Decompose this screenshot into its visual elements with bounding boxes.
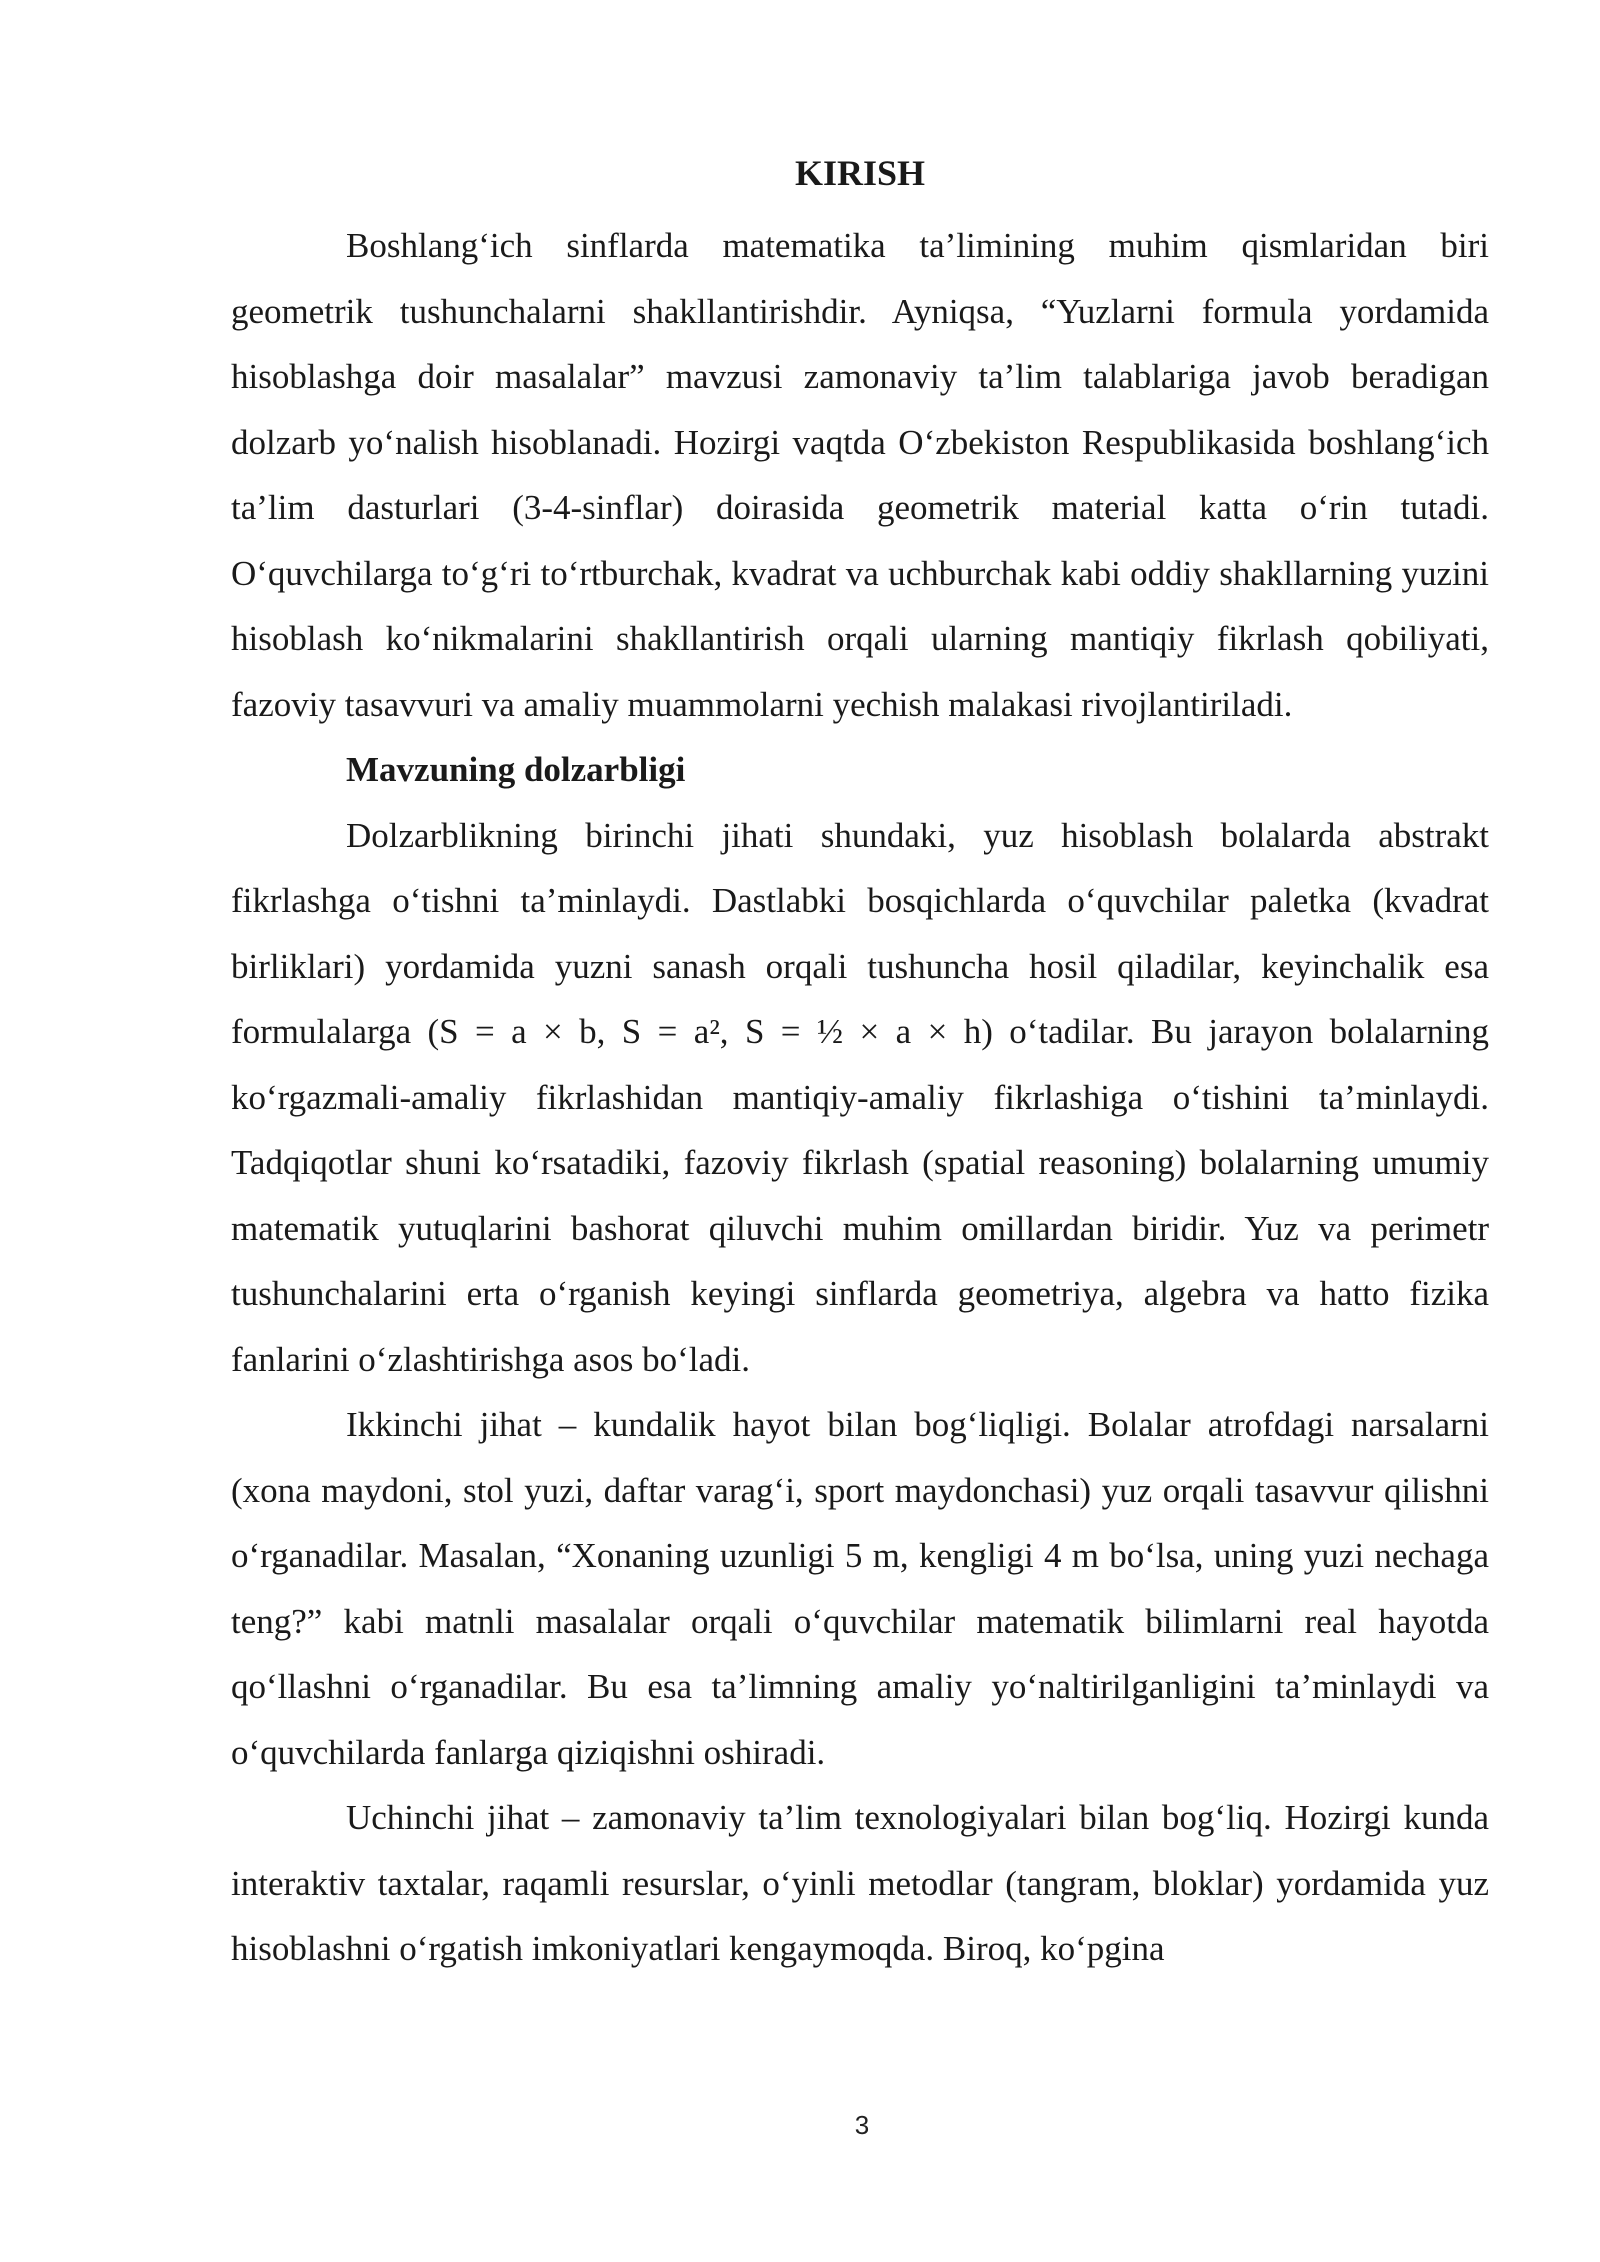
section-paragraph-1: Dolzarblikning birinchi jihati shundaki, yuz hisoblash bolalarda abstrakt fikrlashga o‘tishni ta’minlaydi. Dastlabki bosqichlarda o‘quvchilar paletka (kvadrat birliklari) yordamida yuzni sanash orqali tushuncha hosil qiladilar, keyinchalik esa formulalarga (S = a × b, S = a², S = ½ × a × h) o‘tadilar. Bu jarayon bolalarning ko‘rgazmali-amaliy fikrlashidan mantiqiy-amaliy fikrlashiga o‘tishini ta’minlaydi. Tadqiqotlar shuni ko‘rsatadiki, fazoviy fikrlash (spatial reasoning) bolalarning umumiy matematik yutuqlarini bashorat qiluvchi muhim omillardan biridir. Yuz va perimetr tushunchalarini erta o‘rganish keyingi sinflarda geometriya, algebra va hatto fizika fanlarini o‘zlashtirishga asos bo‘ladi. [231,815,1489,1379]
section-paragraph-3: Uchinchi jihat – zamonaviy ta’lim texnologiyalari bilan bog‘liq. Hozirgi kunda interaktiv taxtalar, raqamli resurslar, o‘yinli metodlar (tangram, bloklar) yordamida yuz hisoblashni o‘rgatish imkoniyatlari kengaymoqda. Biroq, ko‘pgina [231,1798,1489,1968]
section-heading: Mavzuning dolzarbligi [346,750,686,789]
intro-paragraph: Boshlang‘ich sinflarda matematika ta’limining muhim qismlaridan biri geometrik tushunchalarni shakllantirishdir. Ayniqsa, “Yuzlarni formula yordamida hisoblashga doir masalalar” mavzusi zamonaviy ta’lim talablariga javob beradigan dolzarb yo‘nalish hisoblanadi. Hozirgi vaqtda O‘zbekiston Respublikasida boshlang‘ich ta’lim dasturlari (3-4-sinflar) doirasida geometrik material katta o‘rin tutadi. O‘quvchilarga to‘g‘ri to‘rtburchak, kvadrat va uchburchak kabi oddiy shakllarning yuzini hisoblash ko‘nikmalarini shakllantirish orqali ularning mantiqiy fikrlash qobiliyati, fazoviy tasavvuri va amaliy muammolarni yechish malakasi rivojlantiriladi. [231,226,1489,724]
section-paragraph-2: Ikkinchi jihat – kundalik hayot bilan bog‘liqligi. Bolalar atrofdagi narsalarni (xona maydoni, stol yuzi, daftar varag‘i, sport maydonchasi) yuz orqali tasavvur qilishni o‘rganadilar. Masalan, “Xonaning uzunligi 5 m, kengligi 4 m bo‘lsa, uning yuzi nechaga teng?” kabi matnli masalalar orqali o‘quvchilar matematik bilimlarni real hayotda qo‘llashni o‘rganadilar. Bu esa ta’limning amaliy yo‘naltirilganligini ta’minlaydi va o‘quvchilarda fanlarga qiziqishni oshiradi. [231,1405,1489,1772]
document-title: KIRISH [794,153,926,193]
page-number: 3 [854,2110,870,2140]
document-page [231,148,1489,1982]
